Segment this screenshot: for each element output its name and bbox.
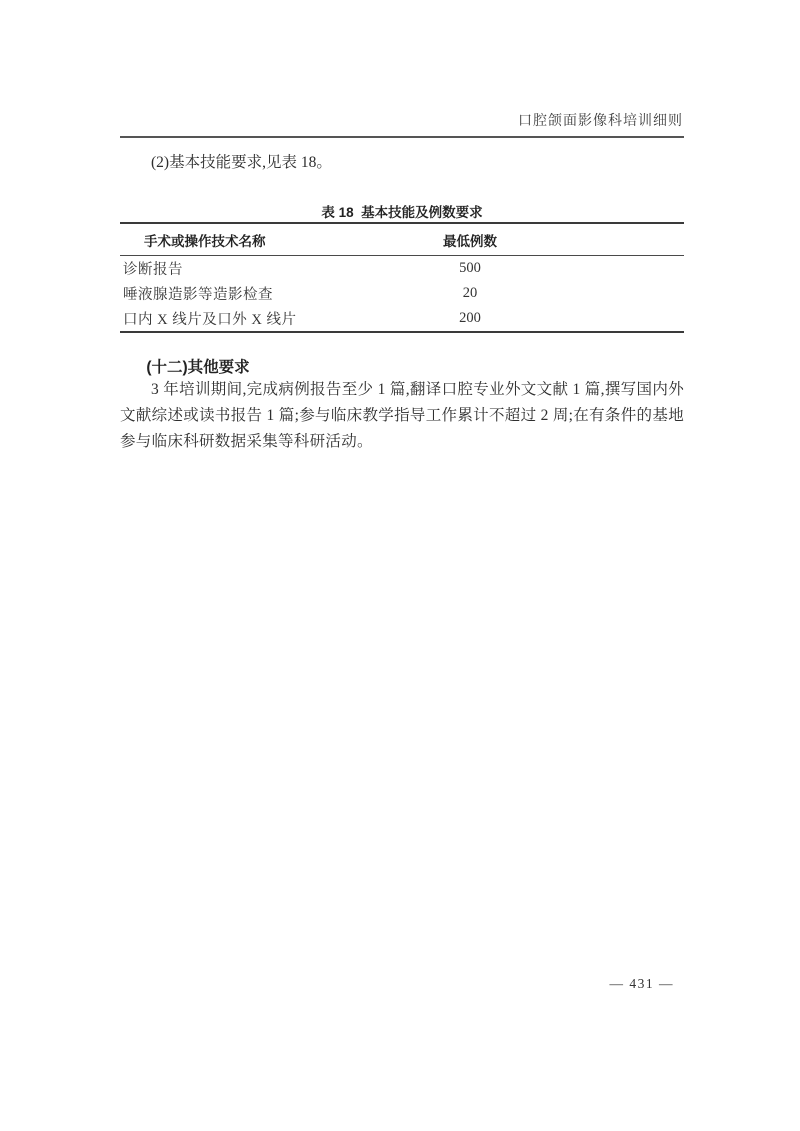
minimum-cases-cell: 20: [462, 285, 478, 301]
procedure-name-cell: 口内 X 线片及口外 X 线片: [123, 312, 297, 328]
minimum-cases-cell: 200: [459, 310, 481, 326]
table-caption: 表 18 基本技能及例数要求: [321, 205, 483, 220]
running-head: 口腔颌面影像科培训细则: [518, 114, 683, 129]
table-row: [120, 256, 684, 282]
procedure-name-cell: 诊断报告: [123, 262, 183, 278]
filler-cell: [570, 306, 684, 332]
section-paragraph: 3 年培训期间,完成病例报告至少 1 篇,翻译口腔专业外文文献 1 篇,撰写国内外文献综述或读书报告 1 篇;参与临床教学指导工作累计不超过 2 周;在有条件的基地参与临床科研数据采集等科研活动。: [120, 381, 684, 450]
header-rule: [120, 136, 684, 138]
procedure-name-cell: 唾液腺造影等造影检查: [123, 287, 273, 303]
skills-table: [120, 222, 684, 333]
page-number: — 431 —: [609, 976, 674, 991]
column-header-procedure-name: 手术或操作技术名称: [120, 223, 370, 256]
column-header-minimum-cases: 最低例数: [370, 223, 570, 256]
intro-paragraph: (2)基本技能要求,见表 18。: [151, 154, 332, 171]
table-row: [120, 281, 684, 306]
column-header-filler: [570, 223, 684, 256]
filler-cell: [570, 256, 684, 282]
table-header-row: [120, 223, 684, 256]
section-heading: (十二)其他要求: [146, 359, 250, 376]
table-row: [120, 306, 684, 332]
filler-cell: [570, 281, 684, 306]
page-content: [120, 0, 684, 1131]
minimum-cases-cell: 500: [459, 260, 481, 276]
